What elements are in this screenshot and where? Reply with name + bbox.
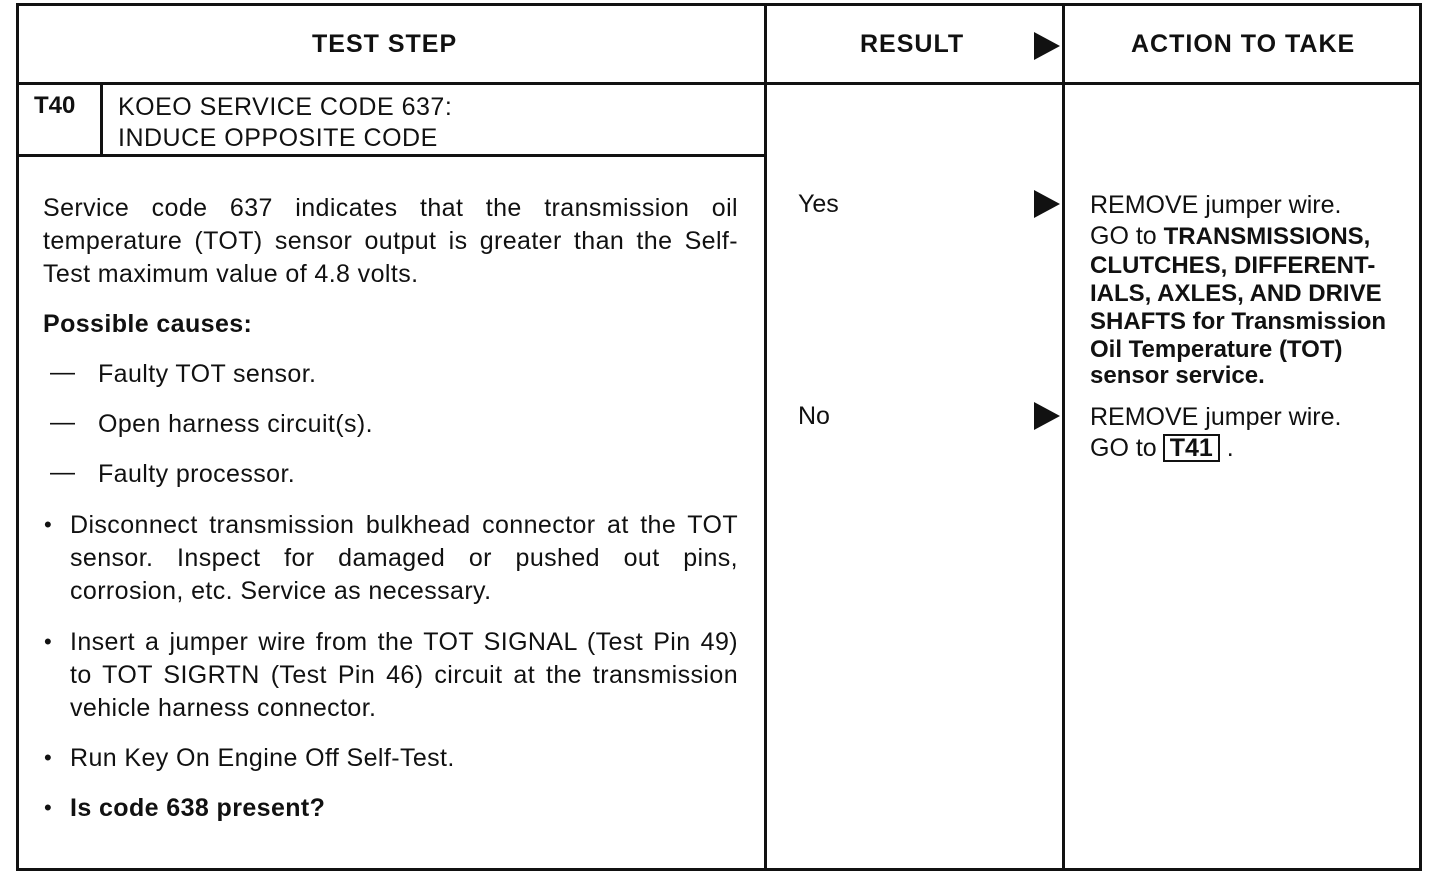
result-no-arrow-icon bbox=[1034, 402, 1060, 430]
header-divider bbox=[16, 82, 1422, 85]
header-result: RESULT bbox=[860, 30, 965, 58]
cause-item: Faulty processor. bbox=[98, 460, 296, 488]
dash-marker: — bbox=[50, 458, 75, 486]
column-divider-action bbox=[1062, 3, 1065, 871]
action-yes-line-1: REMOVE jumper wire. bbox=[1090, 191, 1342, 219]
question-item: Is code 638 present? bbox=[70, 794, 326, 822]
header-arrow-icon bbox=[1034, 32, 1060, 60]
action-yes-target-line-6: sensor service. bbox=[1090, 362, 1265, 389]
step-reference-t41[interactable]: T41 bbox=[1163, 434, 1220, 462]
action-yes-target-line-3: IALS, AXLES, AND DRIVE bbox=[1090, 280, 1382, 307]
action-no-period: . bbox=[1226, 434, 1234, 462]
result-yes: Yes bbox=[798, 190, 839, 218]
result-no: No bbox=[798, 402, 830, 430]
action-no bbox=[1090, 402, 1420, 464]
step-title-divider bbox=[16, 154, 767, 157]
instruction-item: Run Key On Engine Off Self-Test. bbox=[70, 744, 455, 772]
header-action: ACTION TO TAKE bbox=[1131, 30, 1356, 58]
dash-marker: — bbox=[50, 358, 75, 386]
instruction-item: Disconnect transmission bulkhead connector at the TOT sensor. Inspect for damaged or pushed out pins, corrosion, etc. Service as necessary. bbox=[70, 511, 738, 605]
step-id: T40 bbox=[34, 92, 76, 119]
bullet-dot-icon: • bbox=[44, 512, 52, 537]
step-description: Service code 637 indicates that the transmission oil temperature (TOT) sensor output is greater than the Self-Test maximum value of 4.8 volts. bbox=[43, 194, 738, 288]
result-yes-arrow-icon bbox=[1034, 190, 1060, 218]
step-title-line-2: INDUCE OPPOSITE CODE bbox=[118, 124, 438, 152]
column-divider-result bbox=[764, 3, 767, 871]
dash-marker: — bbox=[50, 408, 75, 436]
action-yes-go: GO to bbox=[1090, 222, 1157, 250]
cause-item: Faulty TOT sensor. bbox=[98, 360, 317, 388]
action-yes bbox=[1090, 190, 1420, 388]
step-title bbox=[118, 92, 452, 154]
step-id-divider bbox=[100, 82, 103, 157]
action-yes-target-line-4: SHAFTS for Transmission bbox=[1090, 308, 1387, 335]
action-no-line-1: REMOVE jumper wire. bbox=[1090, 403, 1342, 431]
bullet-dot-icon: • bbox=[44, 795, 52, 820]
action-no-go: GO to bbox=[1090, 434, 1157, 462]
causes-heading: Possible causes: bbox=[43, 310, 253, 338]
action-yes-target-line-2: CLUTCHES, DIFFERENT- bbox=[1090, 252, 1376, 279]
cause-item: Open harness circuit(s). bbox=[98, 410, 373, 438]
action-yes-target-line-1: TRANSMISSIONS, bbox=[1163, 223, 1371, 250]
step-title-line-1: KOEO SERVICE CODE 637: bbox=[118, 93, 453, 121]
action-yes-target-line-5: Oil Temperature (TOT) bbox=[1090, 336, 1343, 363]
bullet-dot-icon: • bbox=[44, 629, 52, 654]
header-test-step: TEST STEP bbox=[312, 30, 458, 58]
bullet-dot-icon: • bbox=[44, 745, 52, 770]
instruction-item: Insert a jumper wire from the TOT SIGNAL (Test Pin 49) to TOT SIGRTN (Test Pin 46) circuit at the transmission vehicle harness connector. bbox=[70, 628, 738, 722]
